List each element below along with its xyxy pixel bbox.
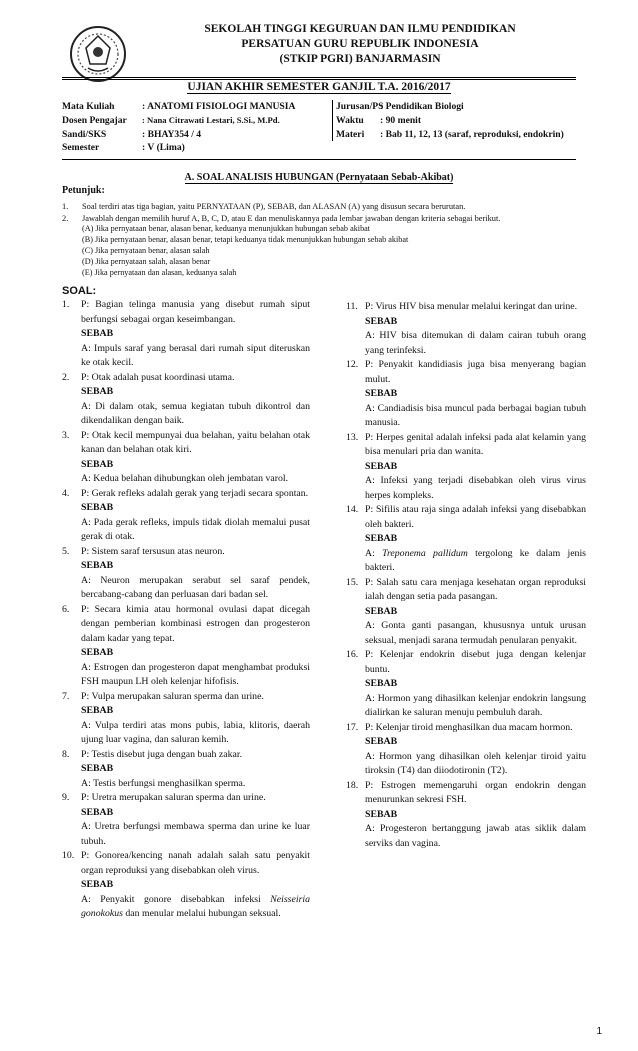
questions-label: SOAL: bbox=[62, 285, 97, 297]
course-info-right bbox=[332, 100, 590, 141]
question-item: 7. P: Vulpa merupakan saluran sperma dan urine. SEBAB A: Vulpa terdiri atas mons pubis, labia, klitoris, daerah ujung luar vagina, dan saluran kemih. bbox=[62, 690, 310, 748]
question-reason: A: Candiadisis bisa muncul pada berbagai bagian tubuh manusia. bbox=[365, 402, 586, 428]
instruction-item: 1. Soal terdiri atas tiga bagian, yaitu PERNYATAAN (P), SEBAB, dan ALASAN (A) yang disusun secara berurutan. bbox=[62, 202, 466, 211]
info-row: Sandi/SKS : BHAY354 / 4 bbox=[62, 128, 202, 140]
question-statement: P: Penyakit kandidiasis juga bisa menyerang bagian mulut. bbox=[365, 359, 586, 385]
question-item: 3. P: Otak kecil mempunyai dua belahan, yaitu belahan otak kanan dan belahan otak kiri. SEBAB A: Kedua belahan dihubungkan oleh jembatan varol. bbox=[62, 429, 310, 487]
question-reason: A: Penyakit gonore disebabkan infeksi Neisseiria gonokokus dan menular melalui hubungan seksual. bbox=[81, 893, 310, 919]
question-item: 4. P: Gerak refleks adalah gerak yang terjadi secara spontan. SEBAB A: Pada gerak refleks, impuls tidak diolah memalui pusat gerak di otak. bbox=[62, 487, 310, 545]
sebab-label: SEBAB bbox=[81, 328, 114, 339]
answer-option: (E) Jika pernyataan dan alasan, keduanya salah bbox=[82, 268, 237, 277]
question-statement: P: Virus HIV bisa menular melalui keringat dan urine. bbox=[365, 301, 578, 312]
instruction-item: 2. Jawablah dengan memilih huruf A, B, C, D, atau E dan menuliskannya pada lembar jawaban dengan kriteria sebagai berikut. bbox=[62, 214, 501, 223]
question-reason: A: Progesteron bertanggung jawab atas siklik dalam serviks dan vagina. bbox=[365, 823, 586, 849]
question-reason: A: Vulpa terdiri atas mons pubis, labia, klitoris, daerah ujung luar vagina, dan saluran kemih. bbox=[81, 719, 310, 745]
header-line-3: (STKIP PGRI) BANJARMASIN bbox=[279, 53, 441, 65]
info-row: Waktu : 90 menit bbox=[336, 114, 422, 126]
question-statement: P: Gonorea/kencing nanah adalah salah satu penyakit organ reproduksi yang disebabkan oleh virus. bbox=[81, 850, 310, 876]
question-item: 10. P: Gonorea/kencing nanah adalah salah satu penyakit organ reproduksi yang disebabkan oleh virus. SEBAB A: Penyakit gonore disebabkan infeksi Neisseiria gonokokus dan menular melalui hubungan seksual. bbox=[62, 849, 310, 922]
answer-option: (C) Jika pernyataan benar, alasan salah bbox=[82, 246, 210, 255]
question-item: 13. P: Herpes genital adalah infeksi pada alat kelamin yang bisa menulari pria dan wanita. SEBAB A: Infeksi yang terjadi disebabkan oleh virus virus herpes kompleks. bbox=[346, 431, 586, 504]
question-item: 8. P: Testis disebut juga dengan buah zakar. SEBAB A: Testis berfungsi menghasilkan sperma. bbox=[62, 748, 310, 792]
course-info-left bbox=[62, 100, 330, 155]
question-statement: P: Uretra merupakan saluran sperma dan urine. bbox=[81, 792, 266, 803]
question-statement: P: Estrogen memengaruhi organ endokrin dengan menurunkan sekresi FSH. bbox=[365, 779, 586, 805]
species-name: Treponema pallidum bbox=[382, 547, 468, 559]
sebab-label: SEBAB bbox=[365, 736, 398, 747]
sebab-label: SEBAB bbox=[365, 605, 398, 617]
info-row: Semester : V (Lima) bbox=[62, 142, 185, 154]
info-row: Jurusan/PS : Pendidikan Biologi bbox=[336, 101, 464, 112]
question-item: 17. P: Kelenjar tiroid menghasilkan dua macam hormon. SEBAB A: Hormon yang dihasilkan oleh kelenjar tiroid yaitu tiroksin (T4) dan diiodotironin (T2). bbox=[346, 721, 586, 779]
question-statement: P: Salah satu cara menjaga kesehatan organ reproduksi ialah dengan setia pada pasangan. bbox=[365, 576, 586, 602]
sebab-label: SEBAB bbox=[81, 386, 114, 397]
header-line-1: SEKOLAH TINGGI KEGURUAN DAN ILMU PENDIDIKAN bbox=[204, 23, 516, 35]
question-reason: A: Uretra berfungsi membawa sperma dan urine ke luar tubuh. bbox=[81, 821, 310, 847]
question-item: 2. P: Otak adalah pusat koordinasi utama. SEBAB A: Di dalam otak, semua kegiatan tubuh dikontrol dan dikendalikan dengan baik. bbox=[62, 371, 310, 429]
question-reason: A: Di dalam otak, semua kegiatan tubuh dikontrol dan dikendalikan dengan baik. bbox=[81, 400, 310, 426]
sebab-label: SEBAB bbox=[81, 705, 114, 716]
question-item: 16. P: Kelenjar endokrin disebut juga dengan kelenjar buntu. SEBAB A: Hormon yang dihasilkan kelenjar endokrin langsung dialirkan ke saluran menuju pembuluh darah. bbox=[346, 648, 586, 721]
question-statement: P: Kelenjar tiroid menghasilkan dua macam hormon. bbox=[365, 721, 573, 733]
question-statement: P: Secara kimia atau hormonal ovulasi dapat dicegah dengan pemberian kombinasi estrogen dan progesteron dalam kadar yang tepat. bbox=[81, 603, 310, 644]
question-item: 11. P: Virus HIV bisa menular melalui keringat dan urine. SEBAB A: HIV bisa ditemukan di dalam cairan tubuh orang yang terinfeksi. bbox=[346, 300, 586, 358]
header-divider-2 bbox=[62, 79, 576, 80]
institution-header bbox=[150, 22, 570, 67]
instructions-label: Petunjuk: bbox=[62, 185, 105, 196]
species-name: Neisseiria gonokokus bbox=[81, 893, 310, 919]
question-statement: P: Kelenjar endokrin disebut juga dengan kelenjar buntu. bbox=[365, 649, 586, 675]
section-title: A. SOAL ANALISIS HUBUNGAN (Pernyataan Sebab-Akibat) bbox=[184, 172, 454, 183]
question-item: 5. P: Sistem saraf tersusun atas neuron. SEBAB A: Neuron merupakan serabut sel saraf pendek, bercabang-cabang dan perluasan dari badan sel. bbox=[62, 545, 310, 603]
sebab-label: SEBAB bbox=[81, 502, 114, 513]
question-item: 12. P: Penyakit kandidiasis juga bisa menyerang bagian mulut. SEBAB A: Candiadisis bisa muncul pada berbagai bagian tubuh manusia. bbox=[346, 358, 586, 431]
sebab-label: SEBAB bbox=[81, 763, 114, 774]
question-item: 14. P: Sifilis atau raja singa adalah infeksi yang disebabkan oleh bakteri. SEBAB A: Treponema pallidum tergolong ke dalam jenis bakteri. bbox=[346, 503, 586, 576]
question-item: 9. P: Uretra merupakan saluran sperma dan urine. SEBAB A: Uretra berfungsi membawa sperma dan urine ke luar tubuh. bbox=[62, 791, 310, 849]
institution-logo-icon bbox=[68, 24, 128, 84]
question-statement: P: Otak adalah pusat koordinasi utama. bbox=[81, 371, 235, 383]
exam-title: UJIAN AKHIR SEMESTER GANJIL T.A. 2016/2017 bbox=[187, 81, 451, 93]
header-line-2: PERSATUAN GURU REPUBLIK INDONESIA bbox=[241, 38, 479, 50]
question-reason: A: Treponema pallidum tergolong ke dalam jenis bakteri. bbox=[365, 547, 586, 573]
question-reason: A: Pada gerak refleks, impuls tidak diolah memalui pusat gerak di otak. bbox=[81, 516, 310, 542]
question-reason: A: Hormon yang dihasilkan oleh kelenjar tiroid yaitu tiroksin (T4) dan diiodotironin (T2). bbox=[365, 750, 586, 776]
sebab-label: SEBAB bbox=[365, 533, 398, 544]
header-divider bbox=[62, 77, 576, 78]
question-statement: P: Otak kecil mempunyai dua belahan, yaitu belahan otak kanan dan belahan otak kiri. bbox=[81, 429, 310, 455]
questions-column-left bbox=[62, 298, 310, 922]
sebab-label: SEBAB bbox=[81, 879, 114, 890]
sebab-label: SEBAB bbox=[365, 678, 398, 689]
question-statement: P: Herpes genital adalah infeksi pada alat kelamin yang bisa menulari pria dan wanita. bbox=[365, 431, 586, 457]
sebab-label: SEBAB bbox=[81, 647, 114, 658]
question-reason: A: Gonta ganti pasangan, khususnya untuk urusan seksual, menjadi sarana termudah penularan penyakit. bbox=[365, 620, 586, 646]
question-item: 6. P: Secara kimia atau hormonal ovulasi dapat dicegah dengan pemberian kombinasi estrogen dan progesteron dalam kadar yang tepat. SEBAB A: Estrogen dan progesteron dapat menghambat produksi FSH maupun LH oleh kelenjar hifofisis. bbox=[62, 603, 310, 690]
question-reason: A: Infeksi yang terjadi disebabkan oleh virus virus herpes kompleks. bbox=[365, 475, 586, 501]
question-statement: P: Sifilis atau raja singa adalah infeksi yang disebabkan oleh bakteri. bbox=[365, 504, 586, 530]
question-reason: A: Hormon yang dihasilkan kelenjar endokrin langsung dialirkan ke saluran menuju pembuluh darah. bbox=[365, 692, 586, 718]
question-reason: A: HIV bisa ditemukan di dalam cairan tubuh orang yang terinfeksi. bbox=[365, 330, 586, 356]
question-item: 15. P: Salah satu cara menjaga kesehatan organ reproduksi ialah dengan setia pada pasangan. SEBAB A: Gonta ganti pasangan, khususnya untuk urusan seksual, menjadi sarana termudah penularan penyakit. bbox=[346, 576, 586, 649]
info-divider bbox=[62, 159, 576, 160]
question-reason: A: Testis berfungsi menghasilkan sperma. bbox=[81, 777, 246, 789]
info-row: Materi : Bab 11, 12, 13 (saraf, reproduksi, endokrin) bbox=[336, 128, 564, 140]
question-statement: P: Testis disebut juga dengan buah zakar. bbox=[81, 748, 243, 760]
sebab-label: SEBAB bbox=[81, 560, 114, 571]
question-item: 1. P: Bagian telinga manusia yang disebut rumah siput berfungsi sebagai organ keseimbangan. SEBAB A: Impuls saraf yang berasal dari rumah siput diteruskan ke otak kecil. bbox=[62, 298, 310, 371]
sebab-label: SEBAB bbox=[365, 808, 398, 820]
question-statement: P: Bagian telinga manusia yang disebut rumah siput berfungsi sebagai organ keseimbangan. bbox=[81, 299, 310, 325]
question-reason: A: Kedua belahan dihubungkan oleh jembatan varol. bbox=[81, 473, 289, 484]
info-row: Dosen Pengajar : Nana Citrawati Lestari, S.Si., M.Pd. bbox=[62, 114, 280, 126]
sebab-label: SEBAB bbox=[365, 460, 398, 472]
question-reason: A: Impuls saraf yang berasal dari rumah siput diteruskan ke otak kecil. bbox=[81, 342, 310, 368]
answer-option: (A) Jika pernyataan benar, alasan benar, keduanya menunjukkan hubungan sebab akibat bbox=[82, 224, 371, 233]
question-statement: P: Gerak refleks adalah gerak yang terjadi secara spontan. bbox=[81, 487, 309, 499]
sebab-label: SEBAB bbox=[365, 388, 398, 399]
info-row: Mata Kuliah : ANATOMI FISIOLOGI MANUSIA bbox=[62, 101, 296, 112]
question-statement: P: Vulpa merupakan saluran sperma dan urine. bbox=[81, 690, 264, 702]
question-statement: P: Sistem saraf tersusun atas neuron. bbox=[81, 545, 225, 557]
answer-option: (B) Jika pernyataan benar, alasan benar, tetapi keduanya tidak menunjukkan hubungan sebab akibat bbox=[82, 235, 409, 244]
sebab-label: SEBAB bbox=[81, 458, 114, 470]
sebab-label: SEBAB bbox=[365, 315, 398, 327]
question-item: 18. P: Estrogen memengaruhi organ endokrin dengan menurunkan sekresi FSH. SEBAB A: Progesteron bertanggung jawab atas siklik dalam serviks dan vagina. bbox=[346, 779, 586, 852]
questions-column-right bbox=[346, 300, 586, 851]
question-reason: A: Neuron merupakan serabut sel saraf pendek, bercabang-cabang dan perluasan dari badan sel. bbox=[81, 574, 310, 600]
answer-option: (D) Jika pernyataan salah, alasan benar bbox=[82, 257, 211, 266]
page-number: 1 bbox=[596, 1026, 602, 1037]
sebab-label: SEBAB bbox=[81, 806, 114, 818]
question-reason: A: Estrogen dan progesteron dapat menghambat produksi FSH maupun LH oleh kelenjar hifofisis. bbox=[81, 661, 310, 687]
